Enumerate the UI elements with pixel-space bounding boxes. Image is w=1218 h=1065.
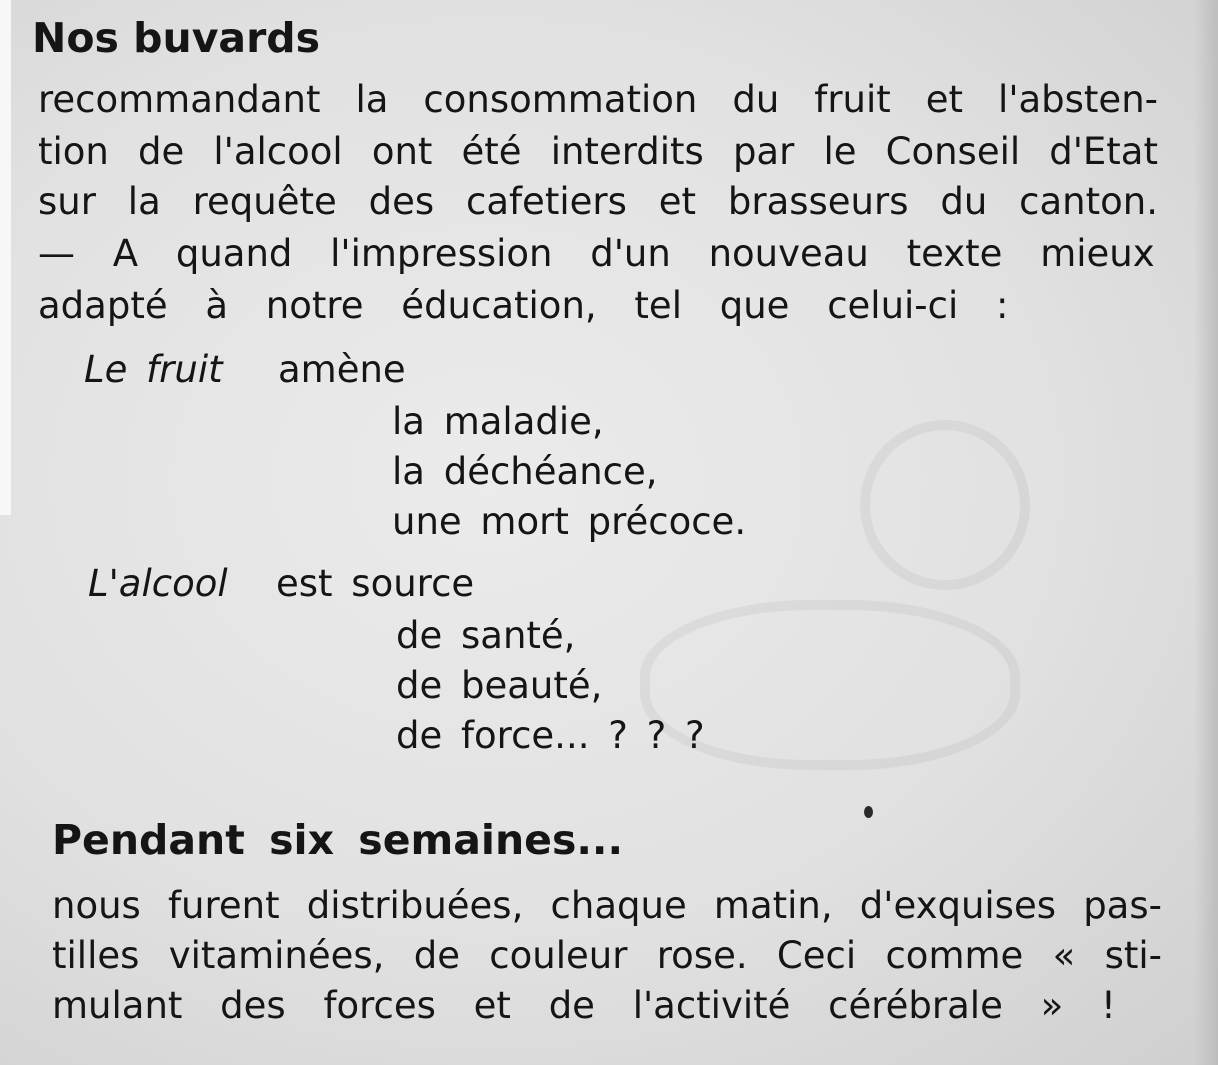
paragraph-line: sur la requête des cafetiers et brasseurs du canton.: [38, 180, 1158, 223]
verse-item: de beauté,: [396, 664, 603, 707]
paragraph-line: adapté à notre éducation, tel que celui-ci :: [38, 284, 1009, 327]
section-heading-semaines: Pendant six semaines...: [52, 816, 624, 864]
verse-item: la déchéance,: [392, 450, 658, 493]
page-margin-left: [0, 0, 11, 515]
line-text: recommandant la consommation du fruit et l'absten-: [38, 78, 1158, 121]
verse-subject-fruit: Le fruit: [84, 348, 223, 391]
paragraph-line: — A quand l'impression d'un nouveau texte mieux: [38, 232, 1155, 275]
verse-verb: amène: [278, 348, 406, 391]
verse-item: la maladie,: [392, 400, 604, 443]
paragraph-line: mulant des forces et de l'activité cérébrale » !: [52, 984, 1116, 1027]
verse-verb: est source: [276, 562, 475, 605]
verse-item: une mort précoce.: [392, 500, 747, 543]
paragraph-line: nous furent distribuées, chaque matin, d'exquises pas-: [52, 884, 1162, 927]
paragraph-line: tilles vitaminées, de couleur rose. Ceci comme « sti-: [52, 934, 1162, 977]
ink-speck: [864, 806, 873, 818]
verse-item: de santé,: [396, 614, 576, 657]
verse-subject-alcool: L'alcool: [88, 562, 228, 605]
section-heading-buvards: Nos buvards: [32, 14, 321, 62]
show-through-mark: [860, 420, 1030, 590]
verse-item: de force... ? ? ?: [396, 714, 705, 757]
paragraph-line: tion de l'alcool ont été interdits par le Conseil d'Etat: [38, 130, 1158, 173]
page-shadow-right: [1194, 0, 1218, 1065]
paragraph-line: [38, 78, 1158, 121]
